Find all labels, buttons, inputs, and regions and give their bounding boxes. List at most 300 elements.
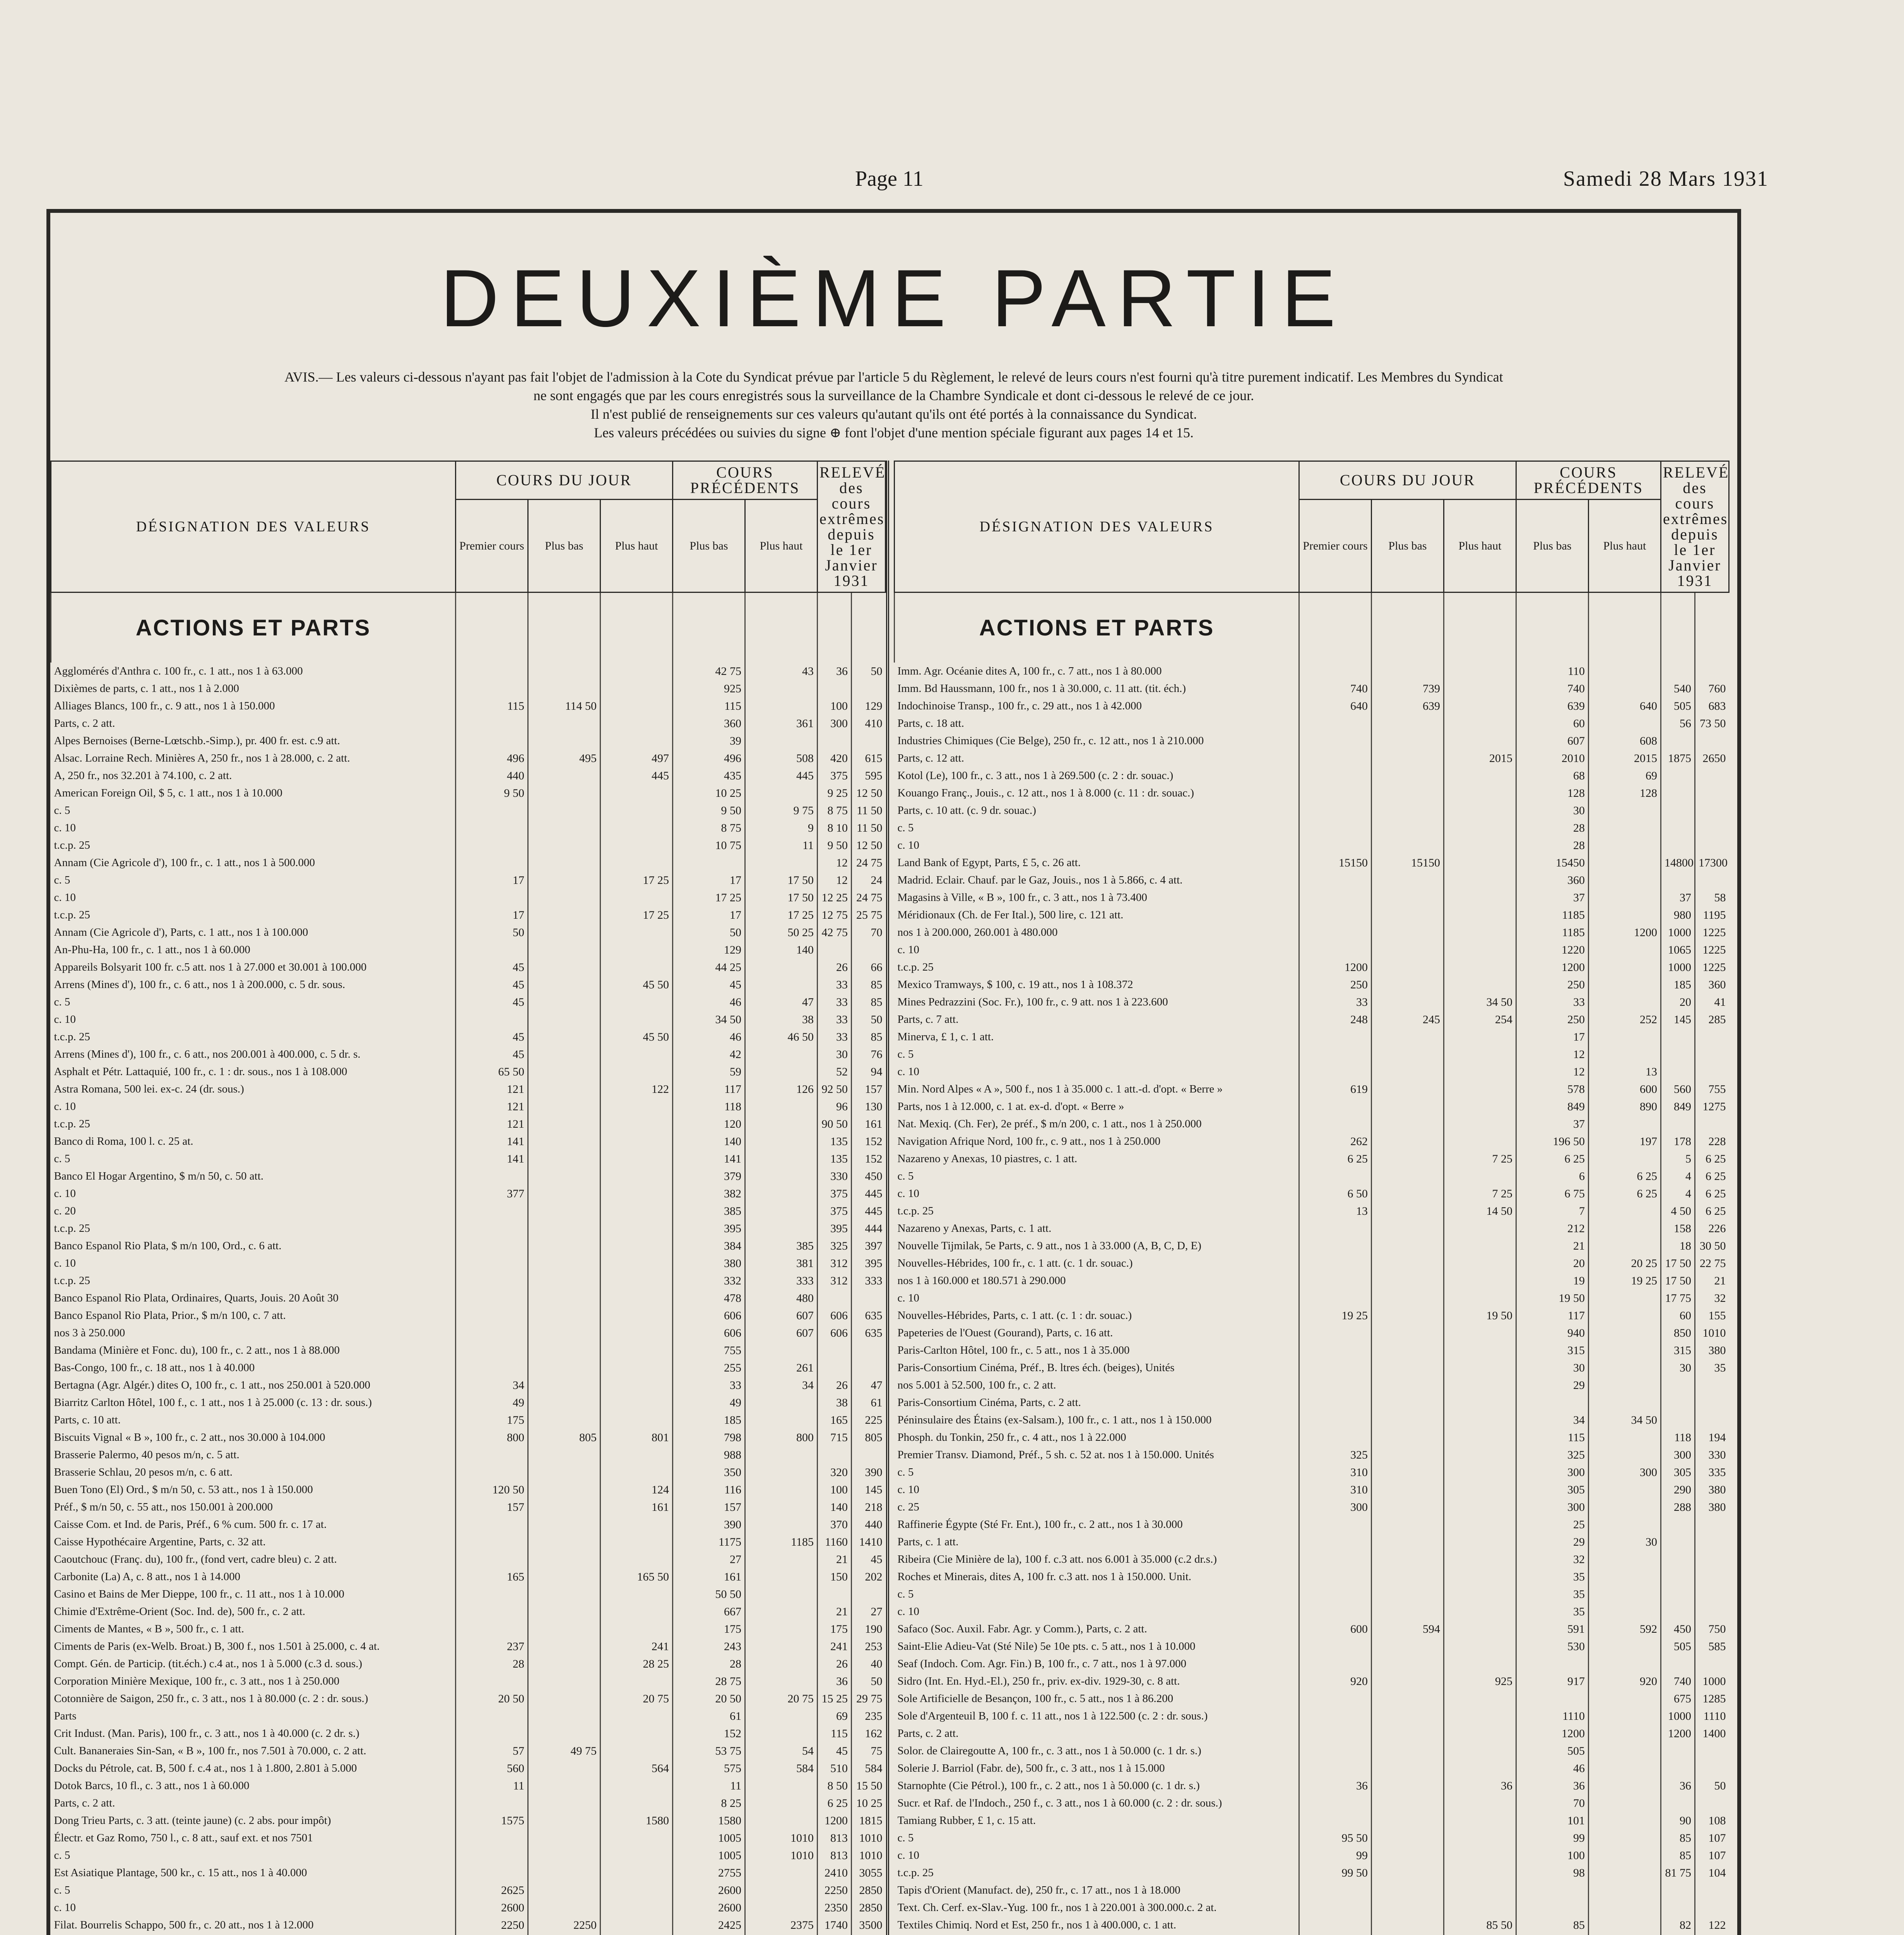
plus-haut-cell [1444,1028,1516,1046]
table-row [51,1707,886,1725]
security-name: Land Bank of Egypt, Parts, £ 5, c. 26 att. [897,856,1081,869]
releve-bas-cell: 450 [1661,1620,1695,1638]
security-name: Safaco (Soc. Auxil. Fabr. Agr. y Comm.), Parts, c. 2 att. [897,1623,1147,1635]
prec-haut-cell [1589,1882,1661,1899]
security-name: Paris-Consortium Cinéma, Parts, c. 2 att. [897,1396,1081,1409]
plus-bas-cell [1372,993,1444,1011]
releve-haut-cell [1695,1568,1729,1586]
releve-bas-cell: 185 [1661,976,1695,993]
releve-bas-cell [1661,663,1695,680]
security-name: nos 5.001 à 52.500, 100 fr., c. 2 att. [897,1379,1056,1391]
releve-haut-cell: 1225 [1695,959,1729,976]
prec-bas-cell: 36 [1516,1777,1589,1795]
premier-cours-cell [1299,1255,1372,1272]
premier-cours-cell: 560 [456,1760,528,1777]
releve-bas-cell: 135 [818,1133,852,1150]
plus-bas-cell [528,1324,600,1342]
prec-bas-cell: 129 [673,941,745,959]
plus-bas-cell [1372,1882,1444,1899]
releve-bas-cell [1661,784,1695,802]
premier-cours-cell [456,663,528,680]
prec-haut-cell [1589,1725,1661,1742]
plus-haut-cell [600,1516,673,1533]
releve-bas-cell: 36 [818,663,852,680]
prec-haut-cell: 19 25 [1589,1272,1661,1289]
premier-cours-cell [1299,889,1372,906]
releve-bas-cell: 1160 [818,1533,852,1551]
prec-haut-cell [745,1882,818,1899]
releve-haut-cell: 410 [852,715,886,732]
plus-bas-cell [528,663,600,680]
releve-bas-cell: 56 [1661,715,1695,732]
releve-haut-cell: 225 [852,1411,886,1429]
prec-bas-cell: 305 [1516,1481,1589,1498]
plus-bas-cell [1372,1289,1444,1307]
table-row [51,732,886,750]
releve-haut-cell: 635 [852,1307,886,1324]
security-name: Casino et Bains de Mer Dieppe, 100 fr., c. 11 att., nos 1 à 10.000 [54,1588,344,1600]
prec-haut-cell: 20 75 [745,1690,818,1707]
table-row [51,1272,886,1289]
premier-cours-cell: 15150 [1299,854,1372,872]
prec-haut-cell [1589,872,1661,889]
prec-haut-cell: 252 [1589,1011,1661,1028]
security-name: c. 10 [897,944,919,956]
plus-haut-cell: 1580 [600,1812,673,1829]
plus-haut-cell [600,1603,673,1620]
plus-bas-cell [528,1255,600,1272]
releve-haut-cell: 3055 [852,1864,886,1882]
security-name: Caoutchouc (Franç. du), 100 fr., (fond vert, cadre bleu) c. 2 att. [54,1553,337,1565]
releve-haut-cell: 25 75 [852,906,886,924]
prec-haut-cell [745,959,818,976]
table-row [895,1533,1729,1551]
security-name: Nazareno y Anexas, 10 piastres, c. 1 att. [897,1152,1078,1165]
premier-cours-cell: 248 [1299,1011,1372,1028]
security-name: nos 1 à 160.000 et 180.571 à 290.000 [897,1274,1066,1287]
releve-bas-cell: 158 [1661,1220,1695,1237]
plus-haut-cell [600,715,673,732]
releve-bas-cell: 1065 [1661,941,1695,959]
plus-bas-cell [1372,1377,1444,1394]
releve-haut-cell [1695,663,1729,680]
premier-cours-cell [1299,1916,1372,1934]
prec-bas-cell: 2600 [673,1882,745,1899]
plus-bas-cell: 114 50 [528,697,600,715]
releve-haut-cell: 1225 [1695,941,1729,959]
releve-bas-cell: 4 [1661,1185,1695,1202]
security-name: Filat. Bourrelis Schappo, 500 fr., c. 20 att., nos 1 à 12.000 [54,1919,314,1931]
plus-bas-cell: 739 [1372,680,1444,697]
security-name: c. 10 [897,1849,919,1861]
plus-bas-cell: 245 [1372,1011,1444,1028]
table-row [895,1777,1729,1795]
releve-bas-cell [1661,1586,1695,1603]
premier-cours-cell: 800 [456,1429,528,1446]
plus-haut-cell: 497 [600,750,673,767]
releve-bas-cell: 9 50 [818,837,852,854]
premier-cours-cell: 28 [456,1655,528,1673]
table-row [895,802,1729,819]
security-name: c. 5 [897,1832,914,1844]
prec-bas-cell: 42 75 [673,663,745,680]
security-name: c. 10 [897,1605,919,1618]
table-row [51,1185,886,1202]
plus-bas-cell [1372,1394,1444,1411]
table-row [51,750,886,767]
security-name: Textiles Chimiq. Nord et Est, 250 fr., nos 1 à 400.000, c. 1 att. [897,1919,1176,1931]
releve-bas-cell [1661,1899,1695,1916]
prec-bas-cell: 60 [1516,715,1589,732]
plus-haut-cell [1444,1847,1516,1864]
releve-bas-cell: 18 [1661,1237,1695,1255]
releve-bas-cell [1661,837,1695,854]
premier-cours-cell [1299,1342,1372,1359]
releve-haut-cell [1695,802,1729,819]
prec-haut-cell [1589,976,1661,993]
plus-bas-cell [1372,1690,1444,1707]
security-name: Tamiang Rubber, £ 1, c. 15 att. [897,1814,1036,1827]
prec-haut-cell: 17 50 [745,872,818,889]
plus-haut-cell [1444,1638,1516,1655]
table-row [895,1638,1729,1655]
security-name: Banco di Roma, 100 l. c. 25 at. [54,1135,193,1147]
prec-haut-cell [1589,1777,1661,1795]
releve-haut-cell: 32 [1695,1289,1729,1307]
plus-bas-cell [528,889,600,906]
plus-haut-cell [600,924,673,941]
plus-haut-cell [1444,1220,1516,1237]
prec-haut-cell: 920 [1589,1673,1661,1690]
releve-bas-cell: 300 [1661,1446,1695,1464]
premier-cours-cell [456,1847,528,1864]
releve-haut-cell: 50 [852,1011,886,1028]
plus-bas-cell [1372,1638,1444,1655]
plus-haut-cell [1444,663,1516,680]
plus-haut-cell: 122 [600,1081,673,1098]
security-name: c. 5 [54,804,70,817]
plus-bas-cell [528,1220,600,1237]
plus-bas-cell [528,906,600,924]
prec-bas-cell: 380 [673,1255,745,1272]
prec-bas-cell: 29 [1516,1533,1589,1551]
prec-haut-cell [745,1551,818,1568]
table-row [51,1481,886,1498]
plus-bas-cell [528,1063,600,1081]
releve-bas-cell [1661,1742,1695,1760]
plus-bas-cell [1372,872,1444,889]
releve-haut-cell [852,1586,886,1603]
premier-cours-cell [1299,784,1372,802]
premier-cours-cell [1299,906,1372,924]
plus-bas-cell: 15150 [1372,854,1444,872]
security-name: c. 10 [897,839,919,851]
plus-bas-cell [1372,1063,1444,1081]
premier-cours-cell [1299,1742,1372,1760]
security-name: American Foreign Oil, $ 5, c. 1 att., nos 1 à 10.000 [54,787,282,799]
table-row [51,1516,886,1533]
page-number: Page 11 [855,167,924,191]
prec-haut-cell [745,1168,818,1185]
table-row [895,1847,1729,1864]
table-row [51,663,886,680]
table-row [51,906,886,924]
prec-haut-cell [745,1446,818,1464]
premier-cours-cell [1299,1795,1372,1812]
releve-haut-cell: 157 [852,1081,886,1098]
table-row [895,1359,1729,1377]
plus-bas-cell [528,941,600,959]
cours-precedents-header: COURS PRÉCÉDENTS [673,461,818,500]
releve-bas-cell [1661,1377,1695,1394]
prec-bas-cell: 940 [1516,1324,1589,1342]
table-row [51,872,886,889]
prec-bas-cell: 332 [673,1272,745,1289]
releve-haut-cell: 85 [852,1028,886,1046]
prec-haut-cell [1589,1899,1661,1916]
plus-haut-cell [1444,1272,1516,1289]
prec-haut-cell [1589,715,1661,732]
releve-bas-cell [1661,1760,1695,1777]
plus-bas-cell [1372,837,1444,854]
releve-bas-cell: 33 [818,976,852,993]
prec-bas-cell: 128 [1516,784,1589,802]
releve-bas-cell [1661,1795,1695,1812]
plus-haut-cell [600,1255,673,1272]
table-row [51,837,886,854]
premier-cours-cell [1299,819,1372,837]
releve-haut-cell: 155 [1695,1307,1729,1324]
prec-bas-cell: 117 [673,1081,745,1098]
table-body-left [51,592,886,1935]
prec-haut-cell [1589,1307,1661,1324]
prec-bas-cell: 35 [1516,1603,1589,1620]
security-name: c. 5 [897,1466,914,1478]
prec-bas-cell [1516,1690,1589,1707]
security-name: c. 10 [54,1187,76,1200]
releve-haut-cell: 12 50 [852,837,886,854]
prec-haut-cell: 1200 [1589,924,1661,941]
plus-haut-cell [600,1847,673,1864]
security-name: c. 10 [54,891,76,904]
plus-haut-cell [600,1777,673,1795]
prec-bas-cell [1516,1899,1589,1916]
releve-haut-cell [1695,1551,1729,1568]
prec-haut-cell [1589,1690,1661,1707]
releve-haut-cell [1695,1063,1729,1081]
table-row [51,1742,886,1760]
releve-bas-cell: 45 [818,1742,852,1760]
prec-bas-cell: 1185 [1516,906,1589,924]
releve-bas-cell: 100 [818,697,852,715]
security-name: Ciments de Paris (ex-Welb. Broat.) B, 300 f., nos 1.501 à 25.000, c. 4 at. [54,1640,380,1652]
plus-haut-cell [600,1707,673,1725]
prec-bas-cell: 315 [1516,1342,1589,1359]
plus-bas-cell [528,1812,600,1829]
plus-bas-cell [528,802,600,819]
prec-haut-cell [745,1185,818,1202]
releve-haut-cell: 805 [852,1429,886,1446]
security-name: Cotonnière de Saigon, 250 fr., c. 3 att., nos 1 à 80.000 (c. 2 : dr. sous.) [54,1692,368,1705]
security-name: Kotol (Le), 100 fr., c. 3 att., nos 1 à 269.500 (c. 2 : dr. souac.) [897,769,1174,782]
security-name: Brasserie Palermo, 40 pesos m/n, c. 5 att. [54,1449,239,1461]
page-header [0,166,1904,194]
table-row [51,715,886,732]
security-name: Biarritz Carlton Hôtel, 100 f., c. 1 att., nos 1 à 25.000 (c. 13 : dr. sous.) [54,1396,372,1409]
prec-bas-cell: 28 [1516,837,1589,854]
prec-haut-cell [1589,663,1661,680]
table-row [895,1899,1729,1916]
releve-bas-cell: 505 [1661,697,1695,715]
premier-cours-cell [456,1533,528,1551]
prec-bas-cell: 478 [673,1289,745,1307]
releve-bas-cell: 33 [818,1011,852,1028]
prec-bas-cell: 99 [1516,1829,1589,1847]
plus-bas-cell [528,1707,600,1725]
table-row [51,1063,886,1081]
plus-haut-cell: 34 50 [1444,993,1516,1011]
premier-cours-cell: 121 [456,1081,528,1098]
premier-cours-cell [456,1272,528,1289]
releve-haut-cell: 6 25 [1695,1150,1729,1168]
table-row [51,1411,886,1429]
section-heading: ACTIONS ET PARTS [51,592,456,663]
releve-haut-cell: 380 [1695,1481,1729,1498]
prec-bas-cell: 2600 [673,1899,745,1916]
avis-notice [66,368,1722,442]
premier-cours-cell [456,1255,528,1272]
table-row [895,663,1729,680]
security-name: Méridionaux (Ch. de Fer Ital.), 500 lire, c. 121 att. [897,909,1124,921]
premier-cours-cell [456,1446,528,1464]
table-row [895,1603,1729,1620]
security-name: Parts, c. 7 att. [897,1013,959,1026]
releve-bas-cell: 510 [818,1760,852,1777]
plus-haut-cell [1444,1394,1516,1411]
plus-haut-cell [600,1446,673,1464]
premier-cours-cell [456,1237,528,1255]
plus-haut-cell [600,1202,673,1220]
plus-bas-cell [1372,1586,1444,1603]
plus-haut-cell [600,784,673,802]
table-row [51,1150,886,1168]
plus-bas-cell [1372,1237,1444,1255]
security-name: Phosph. du Tonkin, 250 fr., c. 4 att., nos 1 à 22.000 [897,1431,1126,1444]
releve-haut-cell: 50 [852,663,886,680]
plus-haut-cell: 28 25 [600,1655,673,1673]
prec-haut-cell: 13 [1589,1063,1661,1081]
plus-bas-cell [1372,1046,1444,1063]
releve-bas-cell: 26 [818,1655,852,1673]
table-row [895,784,1729,802]
prec-haut-cell: 128 [1589,784,1661,802]
avis-line: AVIS.— Les valeurs ci-dessous n'ayant pas fait l'objet de l'admission à la Cote du Syndicat prévue par l'article 5 du Règlement, le relevé de leurs cours n'est fourni qu'à titre purement indicatif. Les Membres du Syndicat [284,369,1503,385]
prec-bas-cell: 17 [1516,1028,1589,1046]
plus-haut-cell [600,1620,673,1638]
prec-bas-cell: 382 [673,1185,745,1202]
premier-cours-cell [1299,1359,1372,1377]
prec-haut-cell: 47 [745,993,818,1011]
prec-bas-cell: 360 [1516,872,1589,889]
security-name: Raffinerie Égypte (Sté Fr. Ent.), 100 fr., c. 2 att., nos 1 à 30.000 [897,1518,1183,1531]
table-row [51,1046,886,1063]
releve-haut-cell: 397 [852,1237,886,1255]
table-row [51,1011,886,1028]
releve-haut-cell [1695,1533,1729,1551]
table-row [895,1812,1729,1829]
premier-cours-cell: 9 50 [456,784,528,802]
releve-header: RELEVÉ des cours extrêmes depuis le 1er Janvier 1931 [818,461,886,592]
plus-haut-cell: 20 75 [600,1690,673,1707]
security-name: Nouvelles-Hébrides, Parts, c. 1 att. (c. 1 : dr. souac.) [897,1309,1132,1322]
plus-haut-cell [1444,1742,1516,1760]
security-name: Paris-Consortium Cinéma, Préf., B. ltres éch. (beiges), Unités [897,1361,1175,1374]
table-row [51,1202,886,1220]
premier-cours-cell [456,1725,528,1742]
prec-haut-cell: 6 25 [1589,1168,1661,1185]
releve-bas-cell: 12 75 [818,906,852,924]
premier-cours-cell [1299,1411,1372,1429]
security-name: Banco El Hogar Argentino, $ m/n 50, c. 50 att. [54,1170,264,1182]
plus-haut-cell [1444,1864,1516,1882]
premier-cours-cell [1299,1063,1372,1081]
plus-bas-cell [1372,750,1444,767]
prec-bas-cell: 157 [673,1498,745,1516]
table-row [51,1028,886,1046]
premier-cours-cell: 57 [456,1742,528,1760]
prec-bas-cell: 6 [1516,1168,1589,1185]
table-row [51,1673,886,1690]
table-row [895,1481,1729,1498]
premier-cours-cell: 36 [1299,1777,1372,1795]
releve-haut-cell: 41 [1695,993,1729,1011]
releve-bas-cell: 33 [818,993,852,1011]
prec-bas-cell: 2755 [673,1864,745,1882]
plus-bas-cell [528,1882,600,1899]
plus-bas-cell [1372,1899,1444,1916]
releve-bas-cell [818,1342,852,1359]
security-name: c. 10 [897,1065,919,1078]
plus-haut-cell: 2015 [1444,750,1516,767]
plus-haut-cell [1444,680,1516,697]
releve-haut-cell: 202 [852,1568,886,1586]
releve-haut-cell: 445 [852,1185,886,1202]
prec-haut-cell: 607 [745,1307,818,1324]
section-heading: ACTIONS ET PARTS [895,592,1299,663]
releve-bas-cell [1661,1533,1695,1551]
releve-haut-cell [1695,1760,1729,1777]
prec-haut-cell: 261 [745,1359,818,1377]
plus-bas-cell [528,1202,600,1220]
prec-bas-cell: 10 25 [673,784,745,802]
releve-haut-cell [1695,1586,1729,1603]
premier-cours-cell [1299,837,1372,854]
prec-bas-cell: 350 [673,1464,745,1481]
prec-bas-cell: 1220 [1516,941,1589,959]
table-row [895,1411,1729,1429]
releve-bas-cell: 505 [1661,1638,1695,1655]
plus-haut-cell [1444,1690,1516,1707]
plus-haut-cell [1444,1586,1516,1603]
prec-bas-cell: 161 [673,1568,745,1586]
plus-bas-cell [528,1028,600,1046]
plus-bas-cell [528,1690,600,1707]
plus-haut-cell [1444,1481,1516,1498]
releve-haut-cell: 22 75 [1695,1255,1729,1272]
prec-haut-cell [1589,1324,1661,1342]
prec-haut-cell: 17 50 [745,889,818,906]
releve-haut-cell: 152 [852,1133,886,1150]
